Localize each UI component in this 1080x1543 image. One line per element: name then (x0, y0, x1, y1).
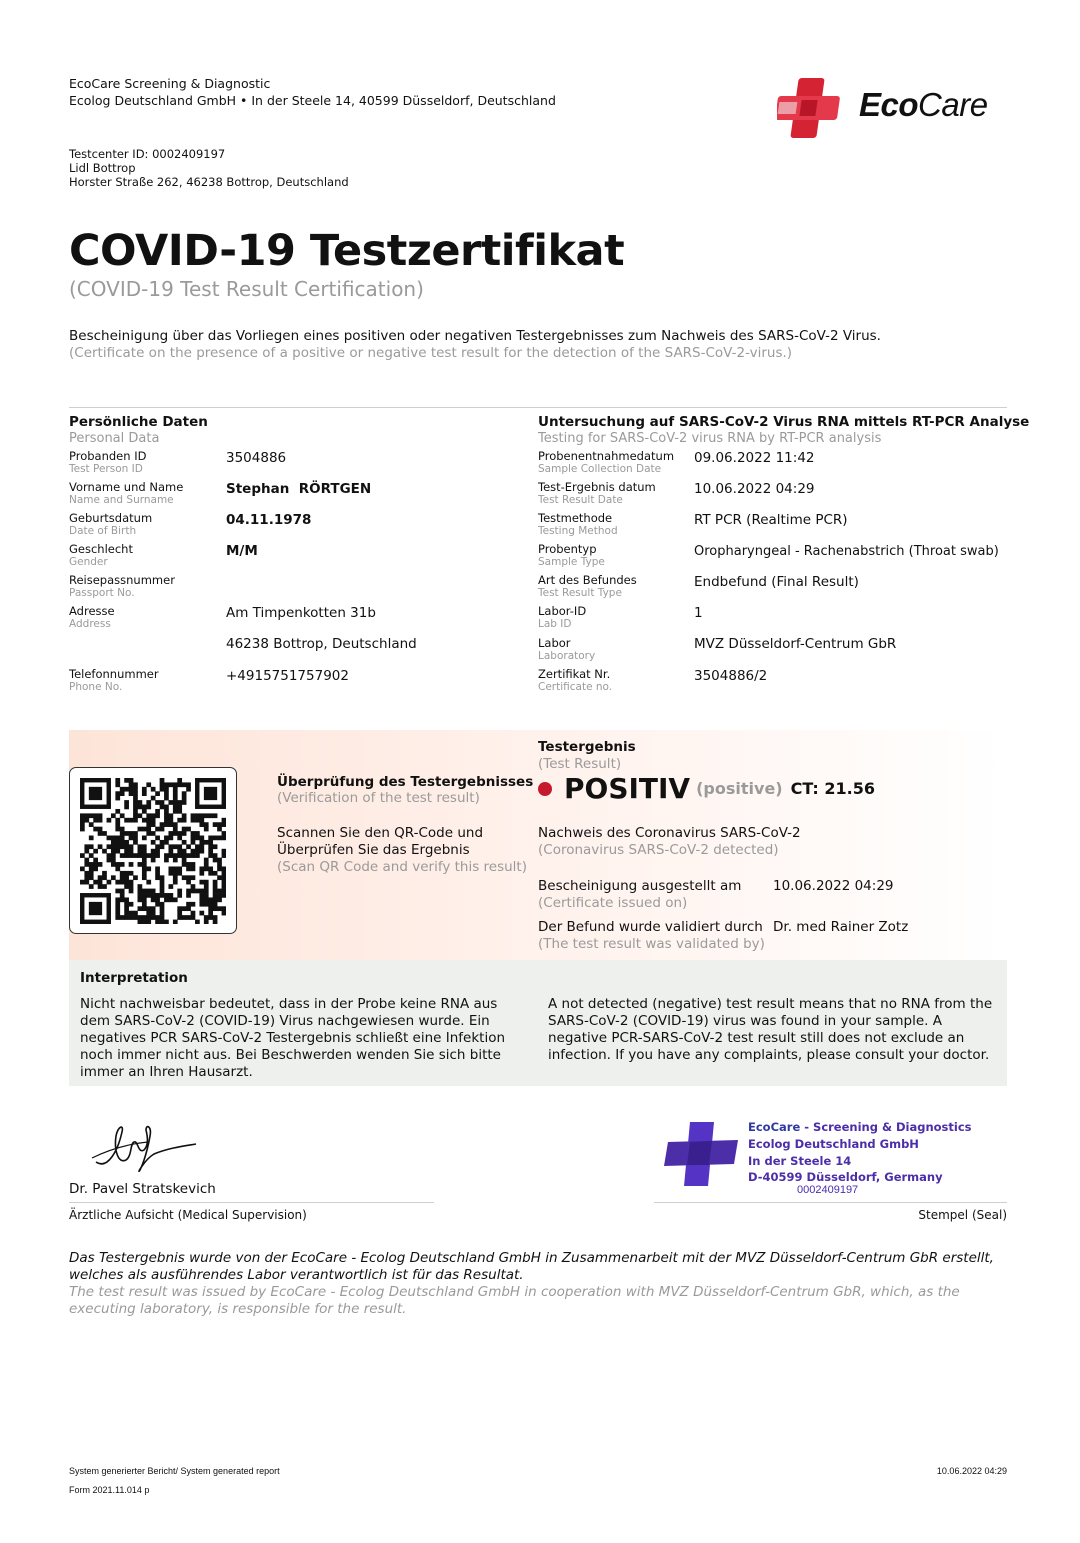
test-result-date: 10.06.2022 04:29 (694, 481, 815, 497)
result-subtitle: (Test Result) (538, 756, 622, 772)
cross-logo-icon (777, 76, 845, 140)
row-label-en: Laboratory (538, 650, 596, 662)
stamp-id: 0002409197 (797, 1184, 859, 1196)
personal-row (69, 574, 175, 600)
logo-text-light: Care (918, 86, 988, 123)
stamp-line (654, 1202, 1007, 1203)
row-label-en: Sample Type (538, 556, 605, 568)
personal-row (69, 450, 146, 476)
note-en: The test result was issued by EcoCare - Ecolog Deutschland GmbH in cooperation with MVZ Düsseldorf-Centrum GbR, which, as the executing laboratory, is responsible for the result. (69, 1284, 960, 1317)
testing-row (538, 574, 637, 600)
stamp-line2: Ecolog Deutschland GmbH (748, 1137, 919, 1151)
testcenter-address: Horster Straße 262, 46238 Bottrop, Deutschland (69, 175, 349, 189)
result-status-line (538, 772, 875, 805)
personal-row (69, 543, 133, 569)
testcenter-name: Lidl Bottrop (69, 161, 136, 175)
stamp-brand-rest: - Screening & Diagnostics (800, 1120, 972, 1134)
scan-instruction-en: (Scan QR Code and verify this result) (277, 859, 527, 875)
testcenter-id: Testcenter ID: 0002409197 (69, 147, 226, 161)
row-label: Adresse (69, 604, 115, 618)
footer-form: Form 2021.11.014 p (69, 1485, 150, 1495)
personal-row (69, 605, 115, 631)
row-label: Labor (538, 636, 571, 650)
row-label-en: Phone No. (69, 681, 123, 693)
certificate-number: 3504886/2 (694, 668, 768, 684)
date-of-birth: 04.11.1978 (226, 512, 312, 528)
testing-row (538, 668, 612, 694)
detected-text: Nachweis des Coronavirus SARS-CoV-2 (538, 825, 801, 841)
sample-collection-date: 09.06.2022 11:42 (694, 450, 815, 466)
row-label: Vorname und Name (69, 480, 184, 494)
row-label-en: Certificate no. (538, 681, 613, 693)
interpretation-title: Interpretation (80, 970, 188, 986)
testing-method: RT PCR (Realtime PCR) (694, 512, 848, 528)
testing-row (538, 605, 586, 631)
interpretation-box (69, 960, 1007, 1086)
page-title: COVID-19 Testzertifikat (69, 226, 625, 276)
testing-row (538, 543, 605, 569)
testing-subtitle: Testing for SARS-CoV-2 virus RNA by RT-PCR analysis (538, 431, 882, 446)
personal-row (69, 512, 152, 538)
row-label-en: Lab ID (538, 618, 572, 630)
signature-caption: Ärztliche Aufsicht (Medical Supervision) (69, 1208, 307, 1222)
section-divider (69, 407, 1007, 408)
row-label: Testmethode (538, 511, 613, 525)
row-label-en: Name and Surname (69, 494, 174, 506)
row-label-en: Sample Collection Date (538, 463, 662, 475)
sample-type: Oropharyngeal - Rachenabstrich (Throat swab) (694, 544, 999, 559)
issued-label-en: (Certificate issued on) (538, 895, 688, 911)
row-label-en: Passport No. (69, 587, 135, 599)
ecocare-logo (777, 76, 1009, 140)
row-label: Reisepassnummer (69, 573, 175, 587)
testing-row (538, 637, 595, 663)
ct-value: CT: 21.56 (790, 779, 875, 798)
scan-instruction-2: Überprüfen Sie das Ergebnis (277, 842, 470, 858)
stamp-cross-icon (662, 1120, 740, 1188)
testing-title: Untersuchung auf SARS-CoV-2 Virus RNA mittels RT-PCR Analyse (538, 414, 1030, 430)
row-label: Probenentnahmedatum (538, 449, 675, 463)
address-line1: Am Timpenkotten 31b (226, 605, 376, 621)
testing-row (538, 481, 656, 507)
personal-row (69, 481, 183, 507)
row-label: Test-Ergebnis datum (538, 480, 656, 494)
row-label: Labor-ID (538, 604, 587, 618)
qr-code-frame[interactable] (69, 767, 237, 934)
row-label: Probanden ID (69, 449, 147, 463)
issued-label: Bescheinigung ausgestellt am (538, 878, 742, 894)
note-de: Das Testergebnis wurde von der EcoCare - Ecolog Deutschland GmbH in Zusammenarbeit mit der MVZ Düsseldorf-Centrum GbR erstellt, welches als ausführendes Labor verantwortlich ist für das Resultat. (69, 1250, 994, 1283)
validated-by: Dr. med Rainer Zotz (773, 919, 909, 935)
intro-de: Bescheinigung über das Vorliegen eines positiven oder negativen Testergebnisses zum Nachweis des SARS-CoV-2 Virus. (69, 328, 881, 344)
company-name: EcoCare Screening & Diagnostic (69, 76, 271, 91)
row-label-en: Date of Birth (69, 525, 137, 537)
stamp-line4: D-40599 Düsseldorf, Germany (748, 1170, 943, 1184)
intro-text (69, 328, 1029, 362)
row-label: Art des Befundes (538, 573, 637, 587)
row-label: Probentyp (538, 542, 597, 556)
row-label: Geschlecht (69, 542, 133, 556)
status-dot-icon (538, 782, 552, 796)
interpretation-de: Nicht nachweisbar bedeutet, dass in der Probe keine RNA aus dem SARS-CoV-2 (COVID-19) Virus nachgewiesen wurde. Ein negatives PCR SARS-CoV-2 Testergebnis schließt eine Infektion noch immer nicht aus. Bei Beschwerden wenden Sie sich bitte immer an Ihren Hausarzt. (80, 996, 506, 1080)
doctor-name: Dr. Pavel Stratskevich (69, 1181, 216, 1197)
person-name: Stephan RÖRTGEN (226, 481, 372, 497)
company-address: Ecolog Deutschland GmbH • In der Steele 14, 40599 Düsseldorf, Deutschland (69, 93, 556, 108)
result-type: Endbefund (Final Result) (694, 574, 859, 590)
scan-instruction-1: Scannen Sie den QR-Code und (277, 825, 484, 841)
row-label-en: Address (69, 618, 111, 630)
row-label: Zertifikat Nr. (538, 667, 611, 681)
personal-title: Persönliche Daten (69, 414, 208, 430)
validated-label: Der Befund wurde validiert durch (538, 919, 763, 935)
stamp-brand: EcoCare (748, 1120, 801, 1134)
testing-row (538, 512, 618, 538)
personal-subtitle: Personal Data (69, 431, 160, 446)
result-status: POSITIV (564, 772, 691, 805)
row-label-en: Test Result Date (538, 494, 623, 506)
personal-row (69, 668, 159, 694)
intro-en: (Certificate on the presence of a positive or negative test result for the detection of the SARS-CoV-2-virus.) (69, 345, 793, 361)
lab-id: 1 (694, 605, 703, 621)
page-subtitle: (COVID-19 Test Result Certification) (69, 277, 424, 301)
stamp-line1 (748, 1119, 972, 1136)
testing-row (538, 450, 674, 476)
result-status-en: (positive) (696, 779, 783, 798)
issued-date: 10.06.2022 04:29 (773, 878, 894, 894)
signature-icon (88, 1120, 200, 1178)
result-title: Testergebnis (538, 739, 636, 755)
footer-generated: System generierter Bericht/ System generated report (69, 1466, 280, 1476)
row-label-en: Testing Method (538, 525, 618, 537)
detected-text-en: (Coronavirus SARS-CoV-2 detected) (538, 842, 779, 858)
validated-label-en: (The test result was validated by) (538, 936, 765, 952)
row-label-en: Test Person ID (69, 463, 143, 475)
laboratory: MVZ Düsseldorf-Centrum GbR (694, 636, 897, 652)
gender: M/M (226, 543, 258, 559)
logo-text-bold: Eco (859, 86, 919, 123)
stamp-caption: Stempel (Seal) (918, 1208, 1007, 1222)
interpretation-en: A not detected (negative) test result means that no RNA from the SARS-CoV-2 (COVID-19) virus was found in your sample. A negative PCR-SARS-CoV-2 test result still does not exclude an infection. If you have any complaints, please consult your doctor. (548, 996, 993, 1063)
verification-subtitle: (Verification of the test result) (277, 790, 480, 806)
row-label: Telefonnummer (69, 667, 159, 681)
signature-line (69, 1202, 434, 1203)
phone-number: +4915751757902 (226, 668, 349, 684)
address-line2: 46238 Bottrop, Deutschland (226, 636, 417, 652)
row-label: Geburtsdatum (69, 511, 153, 525)
verification-title: Überprüfung des Testergebnisses (277, 774, 534, 790)
qr-code-icon[interactable] (80, 778, 226, 924)
test-person-id: 3504886 (226, 450, 287, 466)
row-label-en: Test Result Type (538, 587, 622, 599)
footer-date: 10.06.2022 04:29 (936, 1466, 1007, 1476)
stamp-line3: In der Steele 14 (748, 1154, 852, 1168)
row-label-en: Gender (69, 556, 108, 568)
